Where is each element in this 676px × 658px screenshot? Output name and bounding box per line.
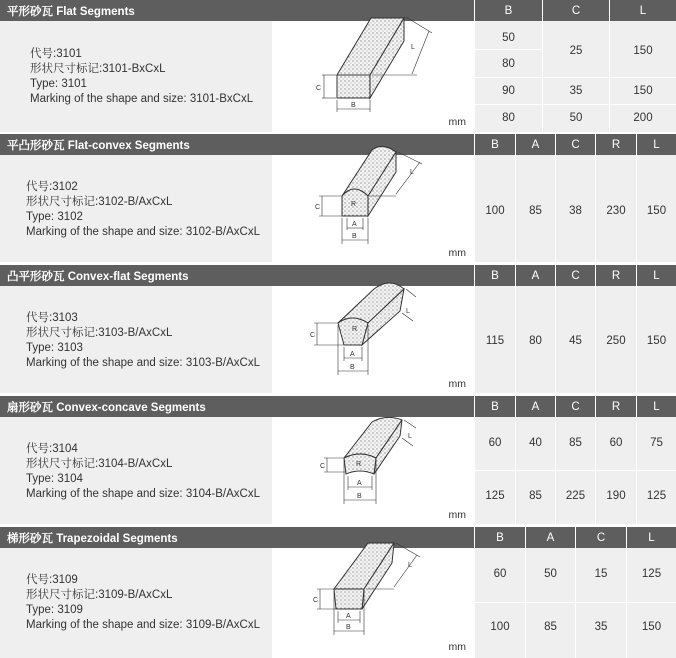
table-cell: 85 [529,490,542,502]
shape-figure [272,0,474,132]
table-cell: 50 [569,112,583,124]
col-header-l: L [610,0,676,21]
dim-b-label: B [352,233,357,240]
col-header-c: C [556,396,595,417]
marking-en: Marking of the shape and size: 3104-B/AxCxL [26,488,260,500]
dimension-table [475,527,676,658]
dim-r-label: R [356,461,362,468]
col-header-r: R [596,134,636,155]
dim-l-label: L [411,44,415,51]
section-title: 扇形砂瓦 Convex-concave Segments [7,402,206,414]
dimension-table [475,0,676,132]
type-code-cn: 代号:3109 [26,574,78,586]
dim-c-label: C [315,204,321,211]
dim-b-label: B [350,364,355,371]
table-cell: 90 [502,85,515,97]
unit-label: mm [448,641,466,653]
table-cell: 125 [485,490,505,502]
table-cell: 45 [569,335,582,347]
col-header-b: B [475,134,515,155]
table-cell: 85 [529,205,542,217]
section-title: 凸平形砂瓦 Convex-flat Segments [7,271,189,283]
col-header-b: B [475,265,515,286]
convex-flat-segment-diagram [272,265,474,393]
table-cell: 80 [529,335,542,347]
table-cell: 85 [569,437,582,449]
table-cell: 150 [641,621,662,633]
table-cell: 50 [502,32,515,44]
table-cell: 50 [544,568,557,580]
description [26,573,260,633]
section-title: 梯形砂瓦 Trapezoidal Segments [7,533,178,545]
col-header-b: B [475,527,525,548]
section-title: 平凸形砂瓦 Flat-convex Segments [7,140,190,152]
unit-label: mm [448,247,466,259]
table-cell: 250 [606,335,626,347]
description [26,442,260,502]
table-cell: 80 [502,112,515,124]
dim-c-label: C [310,332,316,339]
table-cell: 150 [633,45,653,57]
dim-c-label: C [320,463,326,470]
shape-figure [272,396,474,524]
dimension-table [475,396,676,524]
flat-segment-diagram [272,0,474,132]
marking-cn: 形状尺寸标记:3101-BxCxL [30,63,166,75]
dim-a-label: A [346,613,351,620]
col-header-c: C [556,265,595,286]
col-header-r: R [596,265,636,286]
shape-figure [272,134,474,262]
unit-label: mm [448,116,466,128]
table-cell: 15 [594,568,608,580]
dim-b-label: B [351,102,356,109]
description [26,180,260,240]
section-trapezoidal-segments [0,527,676,658]
table-cell: 100 [485,205,505,217]
table-cell: 25 [569,45,583,57]
dimension-table [475,134,676,262]
table-cell: 75 [650,437,663,449]
table-cell: 35 [569,85,583,97]
dim-l-label: L [408,562,412,569]
table-cell: 60 [609,437,623,449]
unit-label: mm [448,378,466,390]
trapezoidal-segment-diagram [272,527,474,658]
table-cell: 230 [606,205,626,217]
convex-concave-segment-diagram [272,396,474,524]
table-cell: 100 [490,621,510,633]
marking-cn: 形状尺寸标记:3103-B/AxCxL [26,327,173,339]
shape-figure [272,527,474,658]
dim-l-label: L [410,169,414,176]
col-header-b: B [475,396,515,417]
col-header-l: L [637,265,676,286]
section-flat-segments [0,0,676,132]
type-code-en: Type: 3109 [26,604,83,616]
col-header-a: A [526,527,575,548]
table-cell: 225 [565,490,586,502]
table-cell: 125 [641,568,662,580]
section-convex-concave-segments [0,396,676,524]
description [30,47,253,107]
marking-en: Marking of the shape and size: 3109-B/AxCxL [26,619,260,631]
col-header-a: A [516,134,555,155]
col-header-a: A [516,396,555,417]
section-flat-convex-segments [0,134,676,262]
col-header-b: B [475,0,542,21]
table-cell: 80 [502,58,515,70]
dim-a-label: A [357,480,362,487]
description [26,311,260,371]
dim-a-label: A [352,221,357,228]
table-cell: 150 [633,85,653,97]
dim-l-label: L [408,433,412,440]
flat-convex-segment-diagram [272,134,474,262]
table-cell: 85 [544,621,557,633]
col-header-l: L [637,134,676,155]
shape-figure [272,265,474,393]
type-code-en: Type: 3104 [26,473,83,485]
dim-l-label: L [406,308,410,315]
type-code-en: Type: 3102 [26,211,83,223]
dim-c-label: C [313,597,319,604]
section-convex-flat-segments [0,265,676,393]
marking-cn: 形状尺寸标记:3109-B/AxCxL [26,589,173,601]
table-cell: 190 [606,490,626,502]
table-cell: 150 [646,335,667,347]
dim-c-label: C [316,85,322,92]
type-code-en: Type: 3103 [26,342,83,354]
col-header-r: R [596,396,636,417]
type-code-cn: 代号:3104 [26,443,78,455]
dim-b-label: B [357,493,362,500]
table-cell: 60 [488,437,502,449]
marking-en: Marking of the shape and size: 3103-B/AxCxL [26,357,260,369]
table-cell: 40 [529,437,542,449]
unit-label: mm [448,509,466,521]
type-code-cn: 代号:3101 [30,48,82,60]
marking-cn: 形状尺寸标记:3102-B/AxCxL [26,196,173,208]
table-cell: 115 [485,335,505,347]
dim-b-label: B [346,624,351,631]
table-cell: 60 [493,568,507,580]
dim-r-label: R [351,201,357,208]
marking-cn: 形状尺寸标记:3104-B/AxCxL [26,458,173,470]
dim-r-label: R [352,326,358,333]
dimension-table [475,265,676,393]
table-cell: 125 [646,490,667,502]
type-code-cn: 代号:3102 [26,181,78,193]
col-header-l: L [627,527,676,548]
col-header-c: C [543,0,609,21]
marking-en: Marking of the shape and size: 3102-B/AxCxL [26,226,260,238]
col-header-l: L [637,396,676,417]
table-cell: 38 [569,205,582,217]
col-header-c: C [576,527,626,548]
type-code-en: Type: 3101 [30,78,87,90]
col-header-a: A [516,265,555,286]
col-header-c: C [556,134,595,155]
type-code-cn: 代号:3103 [26,312,78,324]
table-cell: 150 [646,205,667,217]
section-title: 平形砂瓦 Flat Segments [7,6,135,18]
table-cell: 200 [633,112,653,124]
table-cell: 35 [594,621,608,633]
marking-en: Marking of the shape and size: 3101-BxCxL [30,93,254,105]
dim-a-label: A [350,351,355,358]
